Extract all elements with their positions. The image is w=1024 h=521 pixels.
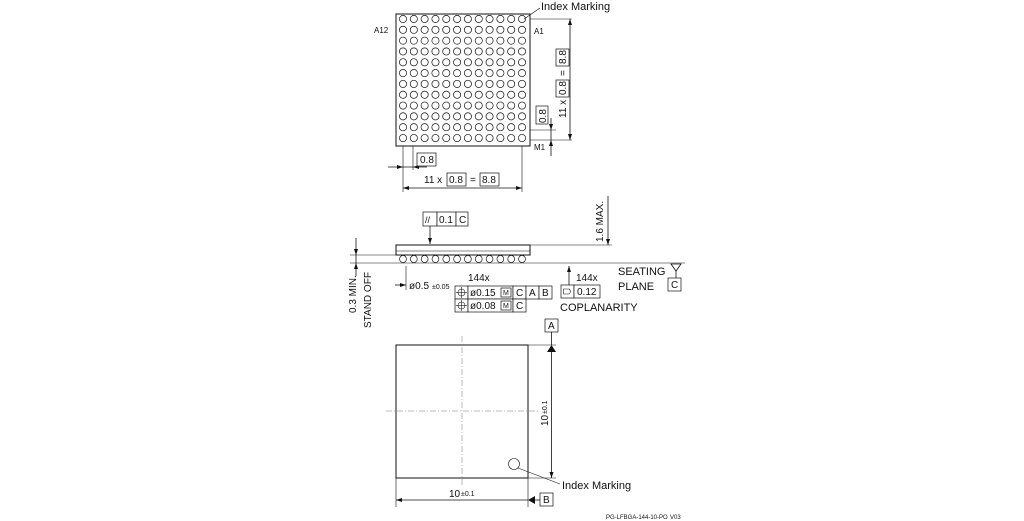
arrow-icon — [550, 472, 554, 478]
seating-plane-label-2: PLANE — [618, 281, 655, 293]
solder-ball — [486, 48, 493, 55]
col-span-value: 8.8 — [482, 175, 496, 186]
solder-ball — [497, 80, 504, 87]
corner-label-m1: M1 — [534, 143, 546, 152]
pitch-value-horizontal: 0.8 — [420, 155, 434, 166]
solder-ball — [410, 124, 417, 131]
solder-ball — [486, 15, 493, 22]
solder-ball — [486, 134, 493, 141]
solder-ball — [486, 80, 493, 87]
solder-ball — [518, 134, 525, 141]
parallelism-value: 0.1 — [439, 215, 453, 226]
coplanarity-label: COPLANARITY — [560, 302, 638, 314]
solder-ball — [508, 48, 515, 55]
solder-ball — [475, 48, 482, 55]
solder-ball — [410, 37, 417, 44]
solder-ball — [410, 48, 417, 55]
solder-ball — [454, 134, 461, 141]
solder-ball — [518, 70, 525, 77]
solder-ball — [518, 113, 525, 120]
side-view — [348, 196, 685, 328]
datum-c-1: C — [516, 288, 524, 299]
solder-ball-side — [486, 255, 493, 262]
solder-ball — [421, 26, 428, 33]
solder-ball — [486, 113, 493, 120]
size-horizontal-tol: ±0.1 — [461, 491, 475, 498]
solder-ball — [399, 70, 406, 77]
solder-ball — [464, 102, 471, 109]
solder-ball — [454, 37, 461, 44]
solder-ball — [508, 124, 515, 131]
arrow-icon — [354, 263, 358, 269]
solder-ball — [508, 80, 515, 87]
solder-ball — [410, 26, 417, 33]
solder-ball — [508, 37, 515, 44]
solder-ball — [432, 91, 439, 98]
solder-ball — [421, 15, 428, 22]
solder-ball — [475, 37, 482, 44]
datum-triangle-a — [547, 345, 556, 352]
solder-ball — [508, 113, 515, 120]
size-vertical-label — [540, 400, 551, 426]
solder-ball-side — [432, 255, 439, 262]
solder-ball — [454, 59, 461, 66]
solder-ball — [432, 59, 439, 66]
solder-ball — [443, 102, 450, 109]
solder-ball — [508, 134, 515, 141]
solder-ball — [475, 59, 482, 66]
solder-ball — [432, 48, 439, 55]
solder-ball — [464, 26, 471, 33]
solder-ball — [475, 124, 482, 131]
solder-ball — [486, 26, 493, 33]
datum-b-1: B — [542, 288, 549, 299]
solder-ball — [432, 113, 439, 120]
solder-ball — [399, 80, 406, 87]
solder-ball-side — [475, 255, 482, 262]
solder-ball — [432, 124, 439, 131]
solder-ball — [454, 15, 461, 22]
solder-ball — [410, 59, 417, 66]
col-count-prefix: 11 x — [424, 175, 443, 186]
solder-ball — [421, 59, 428, 66]
solder-ball — [421, 124, 428, 131]
solder-ball — [475, 80, 482, 87]
position-tol-1-value: ø0.15 — [470, 288, 496, 299]
solder-ball — [464, 124, 471, 131]
row-equals: = — [558, 70, 569, 76]
parallelism-icon: // — [425, 215, 431, 225]
size-vertical-tol: ±0.1 — [542, 400, 549, 414]
index-marking-label-bottom: Index Marking — [562, 480, 632, 492]
solder-ball-side — [497, 255, 504, 262]
solder-ball — [410, 80, 417, 87]
drawing-id: PG-LFBGA-144-10-PO — [606, 515, 668, 521]
ball-dia-tol: ±0.05 — [432, 284, 450, 291]
solder-ball — [508, 102, 515, 109]
solder-ball — [486, 102, 493, 109]
solder-ball — [432, 37, 439, 44]
position-tolerance-frame-1 — [455, 286, 552, 299]
solder-ball — [475, 15, 482, 22]
col-equals: = — [470, 175, 476, 186]
solder-ball — [432, 15, 439, 22]
solder-ball — [432, 134, 439, 141]
solder-ball — [508, 26, 515, 33]
arrow-icon — [354, 249, 358, 255]
solder-ball — [497, 15, 504, 22]
solder-ball — [410, 15, 417, 22]
solder-ball — [475, 26, 482, 33]
solder-ball — [475, 134, 482, 141]
solder-ball — [497, 124, 504, 131]
solder-ball — [486, 124, 493, 131]
solder-ball — [443, 37, 450, 44]
solder-ball — [454, 113, 461, 120]
solder-ball-side — [519, 255, 526, 262]
solder-ball — [443, 48, 450, 55]
solder-ball-side — [465, 255, 472, 262]
mmc-1-symbol: M — [503, 290, 509, 297]
position-tolerance-frame-2 — [455, 299, 526, 312]
coplanarity-count: 144x — [576, 273, 598, 284]
arrow-icon — [400, 283, 406, 287]
arrow-icon — [549, 140, 553, 146]
ball-dia-value: ø0.5 — [409, 281, 430, 292]
solder-ball-side — [454, 255, 461, 262]
solder-ball — [518, 37, 525, 44]
corner-label-a1: A1 — [534, 27, 544, 36]
flatness-symbol-box — [561, 285, 574, 298]
solder-ball — [443, 15, 450, 22]
drawing-version: V03 — [670, 515, 681, 521]
coplanarity-value: 0.12 — [577, 287, 597, 298]
solder-ball — [443, 113, 450, 120]
solder-ball — [464, 91, 471, 98]
height-max-label: 1.6 MAX. — [595, 200, 606, 242]
side-view-balls — [400, 255, 526, 262]
datum-b-label: B — [543, 495, 550, 506]
solder-ball — [486, 37, 493, 44]
position-tol-2-value: ø0.08 — [470, 301, 496, 312]
size-vertical-value: 10 — [540, 414, 551, 426]
row-span-dimension — [556, 49, 569, 118]
solder-ball-side — [400, 255, 407, 262]
solder-ball — [464, 70, 471, 77]
solder-ball — [454, 26, 461, 33]
solder-ball — [432, 80, 439, 87]
solder-ball — [399, 37, 406, 44]
solder-ball — [421, 80, 428, 87]
datum-triangle-b — [528, 496, 535, 504]
solder-ball — [454, 102, 461, 109]
solder-ball — [399, 113, 406, 120]
solder-ball — [432, 70, 439, 77]
solder-ball — [443, 91, 450, 98]
arrow-icon — [397, 165, 403, 169]
solder-ball — [454, 91, 461, 98]
arrow-icon — [403, 186, 409, 190]
col-pitch-value: 0.8 — [449, 175, 463, 186]
solder-ball — [497, 102, 504, 109]
solder-ball — [421, 48, 428, 55]
solder-ball — [454, 70, 461, 77]
solder-ball — [410, 91, 417, 98]
solder-ball — [518, 26, 525, 33]
arrow-icon — [568, 134, 572, 140]
solder-ball — [518, 91, 525, 98]
arrow-icon — [568, 19, 572, 25]
solder-ball — [508, 15, 515, 22]
solder-ball — [443, 70, 450, 77]
solder-ball — [497, 113, 504, 120]
solder-ball — [497, 91, 504, 98]
solder-ball — [399, 48, 406, 55]
index-marking-label: Index Marking — [541, 1, 611, 13]
solder-ball — [421, 113, 428, 120]
solder-ball — [464, 80, 471, 87]
solder-ball — [518, 48, 525, 55]
solder-ball — [518, 59, 525, 66]
arrow-icon — [396, 498, 402, 502]
solder-ball — [497, 37, 504, 44]
solder-ball — [497, 48, 504, 55]
solder-ball — [454, 124, 461, 131]
solder-ball — [399, 134, 406, 141]
solder-ball-side — [410, 255, 417, 262]
top-view — [374, 1, 610, 192]
solder-ball — [399, 15, 406, 22]
solder-ball — [399, 59, 406, 66]
size-horizontal-value: 10 — [449, 489, 461, 500]
corner-label-a12: A12 — [374, 26, 389, 35]
mmc-2-symbol: M — [503, 303, 509, 310]
datum-a-1: A — [529, 288, 536, 299]
arrow-icon — [549, 124, 553, 130]
solder-ball — [475, 70, 482, 77]
solder-ball — [508, 59, 515, 66]
solder-ball — [497, 26, 504, 33]
datum-triangle-c — [671, 264, 681, 271]
solder-ball — [421, 134, 428, 141]
solder-ball — [518, 124, 525, 131]
solder-ball — [432, 102, 439, 109]
solder-ball-side — [421, 255, 428, 262]
solder-ball — [410, 134, 417, 141]
arrow-icon — [567, 266, 571, 272]
solder-ball — [399, 26, 406, 33]
arrow-icon — [606, 239, 610, 245]
bottom-view — [386, 319, 631, 507]
seating-plane-label-1: SEATING — [618, 266, 666, 278]
solder-ball — [486, 59, 493, 66]
solder-ball — [518, 15, 525, 22]
solder-ball — [454, 48, 461, 55]
datum-c-2: C — [516, 301, 524, 312]
solder-ball-side — [443, 255, 450, 262]
parallelism-datum: C — [459, 215, 467, 226]
solder-ball — [410, 102, 417, 109]
solder-ball — [421, 37, 428, 44]
solder-ball — [421, 102, 428, 109]
datum-c-label: C — [671, 280, 679, 291]
solder-ball — [410, 70, 417, 77]
solder-ball — [486, 70, 493, 77]
solder-ball — [497, 134, 504, 141]
pitch-value-vertical: 0.8 — [538, 109, 549, 123]
solder-ball — [443, 59, 450, 66]
solder-ball — [464, 113, 471, 120]
solder-ball — [399, 102, 406, 109]
package-body-side — [396, 245, 530, 255]
solder-ball — [443, 80, 450, 87]
standoff-min-label: 0.3 MIN. — [348, 275, 359, 313]
solder-ball — [475, 113, 482, 120]
solder-ball-side — [508, 255, 515, 262]
solder-ball — [421, 91, 428, 98]
solder-ball — [454, 80, 461, 87]
solder-ball — [443, 124, 450, 131]
solder-ball — [518, 102, 525, 109]
solder-ball — [464, 59, 471, 66]
datum-a-label: A — [548, 321, 555, 332]
solder-ball — [464, 134, 471, 141]
solder-ball — [518, 80, 525, 87]
solder-ball — [486, 91, 493, 98]
standoff-label: STAND OFF — [363, 272, 374, 328]
row-span-value: 8.8 — [558, 50, 569, 64]
solder-ball — [475, 91, 482, 98]
solder-ball — [432, 26, 439, 33]
solder-ball — [421, 70, 428, 77]
solder-ball — [399, 124, 406, 131]
arrow-icon — [516, 186, 522, 190]
solder-ball — [497, 70, 504, 77]
col-span-dimension — [424, 173, 499, 186]
solder-ball — [443, 26, 450, 33]
arrow-icon — [428, 238, 432, 244]
solder-ball — [443, 134, 450, 141]
solder-ball — [464, 48, 471, 55]
row-count-prefix: 11 x — [558, 99, 569, 118]
solder-ball — [497, 59, 504, 66]
solder-ball — [508, 70, 515, 77]
solder-ball — [464, 15, 471, 22]
solder-ball — [508, 91, 515, 98]
solder-ball — [410, 113, 417, 120]
row-pitch-value: 0.8 — [558, 81, 569, 95]
solder-ball — [464, 37, 471, 44]
solder-ball — [399, 91, 406, 98]
solder-ball — [475, 102, 482, 109]
ball-count-label: 144x — [468, 273, 490, 284]
